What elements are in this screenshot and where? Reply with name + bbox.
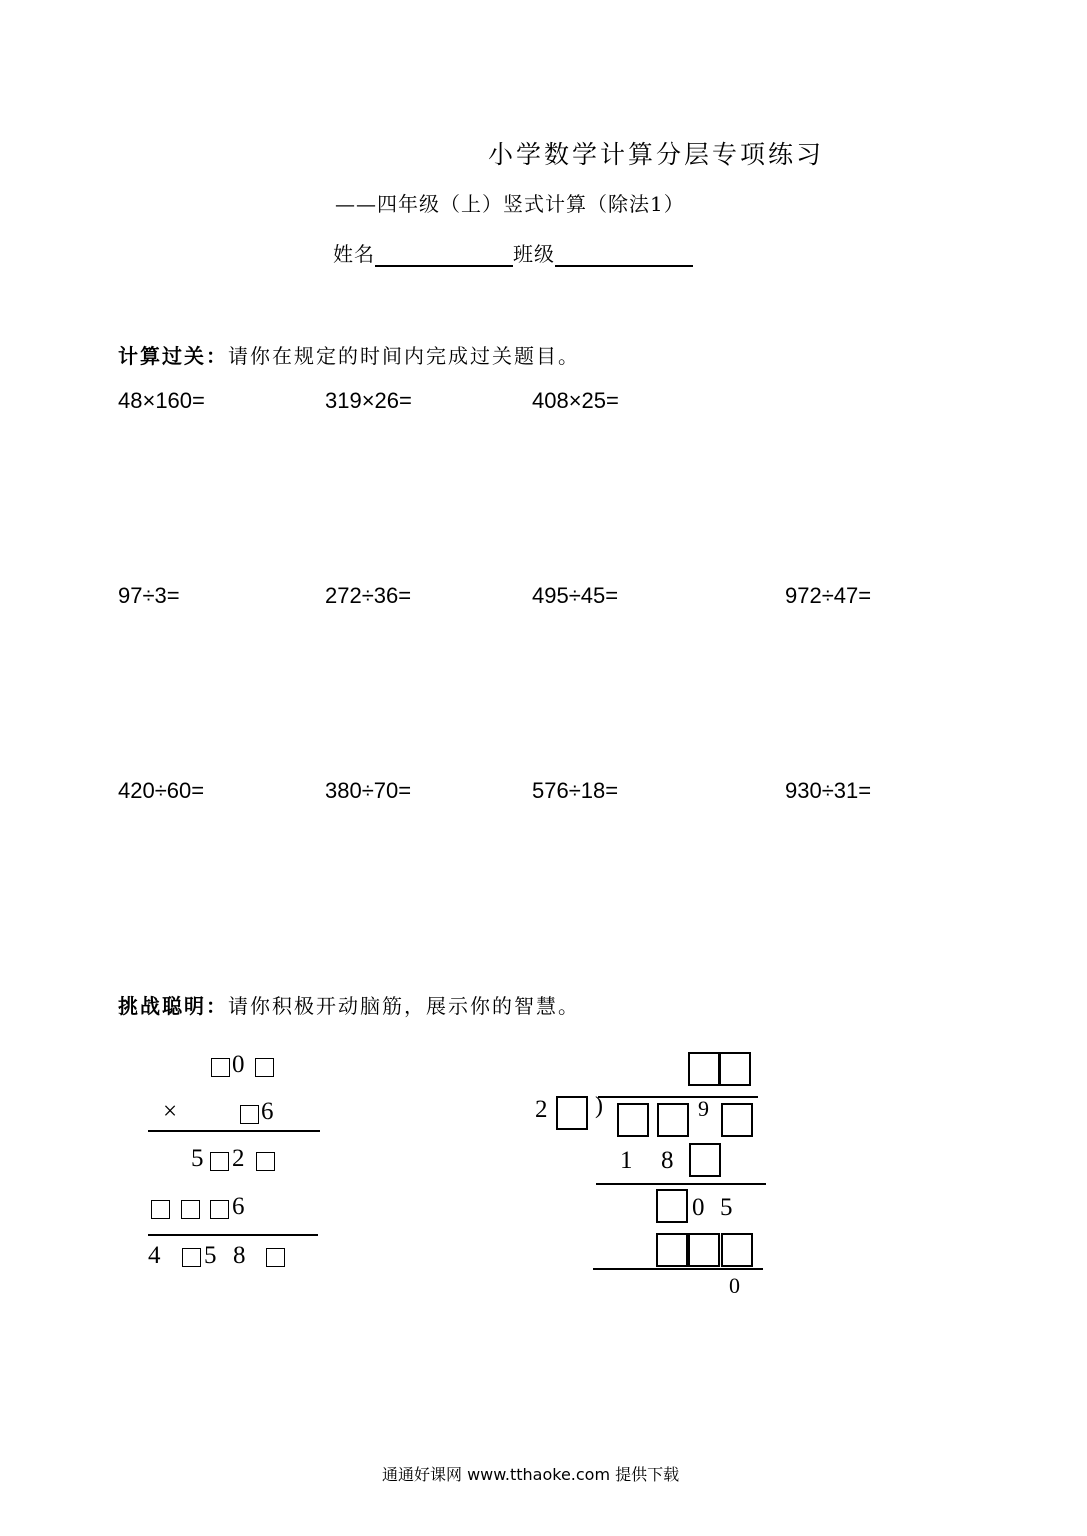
partial-box[interactable] — [656, 1189, 688, 1223]
digit: 1 — [620, 1147, 633, 1174]
section-calc-title: 计算过关： — [118, 344, 228, 368]
times-sign: × — [163, 1098, 178, 1125]
partial-box[interactable] — [688, 1233, 720, 1267]
blank-box[interactable] — [181, 1200, 200, 1219]
remainder-digit: 0 — [729, 1273, 740, 1298]
dividend-box[interactable] — [617, 1103, 649, 1137]
problem: 972÷47= — [785, 583, 872, 608]
divisor-box[interactable] — [556, 1096, 588, 1130]
blank-box[interactable] — [266, 1248, 285, 1267]
rule-line — [148, 1130, 320, 1132]
digit: 6 — [261, 1098, 274, 1125]
blank-box[interactable] — [151, 1200, 170, 1219]
section-calc-heading — [118, 340, 580, 369]
blank-box[interactable] — [256, 1152, 275, 1171]
section-challenge-heading — [118, 990, 580, 1019]
blank-box[interactable] — [210, 1152, 229, 1171]
name-label: 姓名 — [333, 242, 375, 266]
section-challenge-desc: 请你积极开动脑筋，展示你的智慧。 — [228, 994, 580, 1018]
digit: 5 — [191, 1145, 204, 1172]
class-label: 班级 — [513, 242, 555, 266]
blank-box[interactable] — [240, 1105, 259, 1124]
partial-box[interactable] — [689, 1143, 721, 1177]
blank-box[interactable] — [182, 1248, 201, 1267]
dividend-box[interactable] — [721, 1103, 753, 1137]
rule-line — [596, 1183, 766, 1185]
problem: 420÷60= — [118, 778, 205, 803]
problem: 495÷45= — [532, 583, 619, 608]
blank-box[interactable] — [255, 1058, 274, 1077]
class-field[interactable] — [555, 243, 693, 267]
section-challenge-title: 挑战聪明： — [118, 994, 228, 1018]
problem: 48×160= — [118, 388, 205, 413]
name-class-row — [333, 238, 693, 267]
division-bar — [598, 1096, 758, 1098]
name-field[interactable] — [375, 243, 513, 267]
digit: 0 — [232, 1051, 245, 1078]
rule-line — [148, 1234, 318, 1236]
digit: 4 — [148, 1242, 161, 1269]
digit: 0 — [692, 1194, 705, 1221]
problem: 319×26= — [325, 388, 412, 413]
division-bracket: ) — [595, 1093, 603, 1119]
digit: 8 — [661, 1147, 674, 1174]
blank-box[interactable] — [211, 1058, 230, 1077]
dividend-box[interactable] — [657, 1103, 689, 1137]
problem: 272÷36= — [325, 583, 412, 608]
digit: 5 — [204, 1242, 217, 1269]
dividend-digit: 9 — [698, 1096, 709, 1121]
problem: 380÷70= — [325, 778, 412, 803]
rule-line — [593, 1268, 763, 1270]
problem: 97÷3= — [118, 583, 180, 608]
problem: 408×25= — [532, 388, 619, 413]
digit: 6 — [232, 1193, 245, 1220]
digit: 2 — [232, 1145, 245, 1172]
quotient-box[interactable] — [719, 1052, 751, 1086]
section-calc-desc: 请你在规定的时间内完成过关题目。 — [228, 344, 580, 368]
problem: 576÷18= — [532, 778, 619, 803]
blank-box[interactable] — [210, 1200, 229, 1219]
footer-text: 通通好课网 www.tthaoke.com 提供下载 — [382, 1465, 680, 1484]
page-title: 小学数学计算分层专项练习 — [488, 140, 825, 169]
problem: 930÷31= — [785, 778, 872, 803]
divisor-digit: 2 — [535, 1096, 548, 1123]
quotient-box[interactable] — [688, 1052, 720, 1086]
digit: 5 — [720, 1194, 733, 1221]
partial-box[interactable] — [721, 1233, 753, 1267]
page-subtitle: ——四年级（上）竖式计算（除法1） — [335, 192, 685, 216]
digit: 8 — [233, 1242, 246, 1269]
partial-box[interactable] — [656, 1233, 688, 1267]
